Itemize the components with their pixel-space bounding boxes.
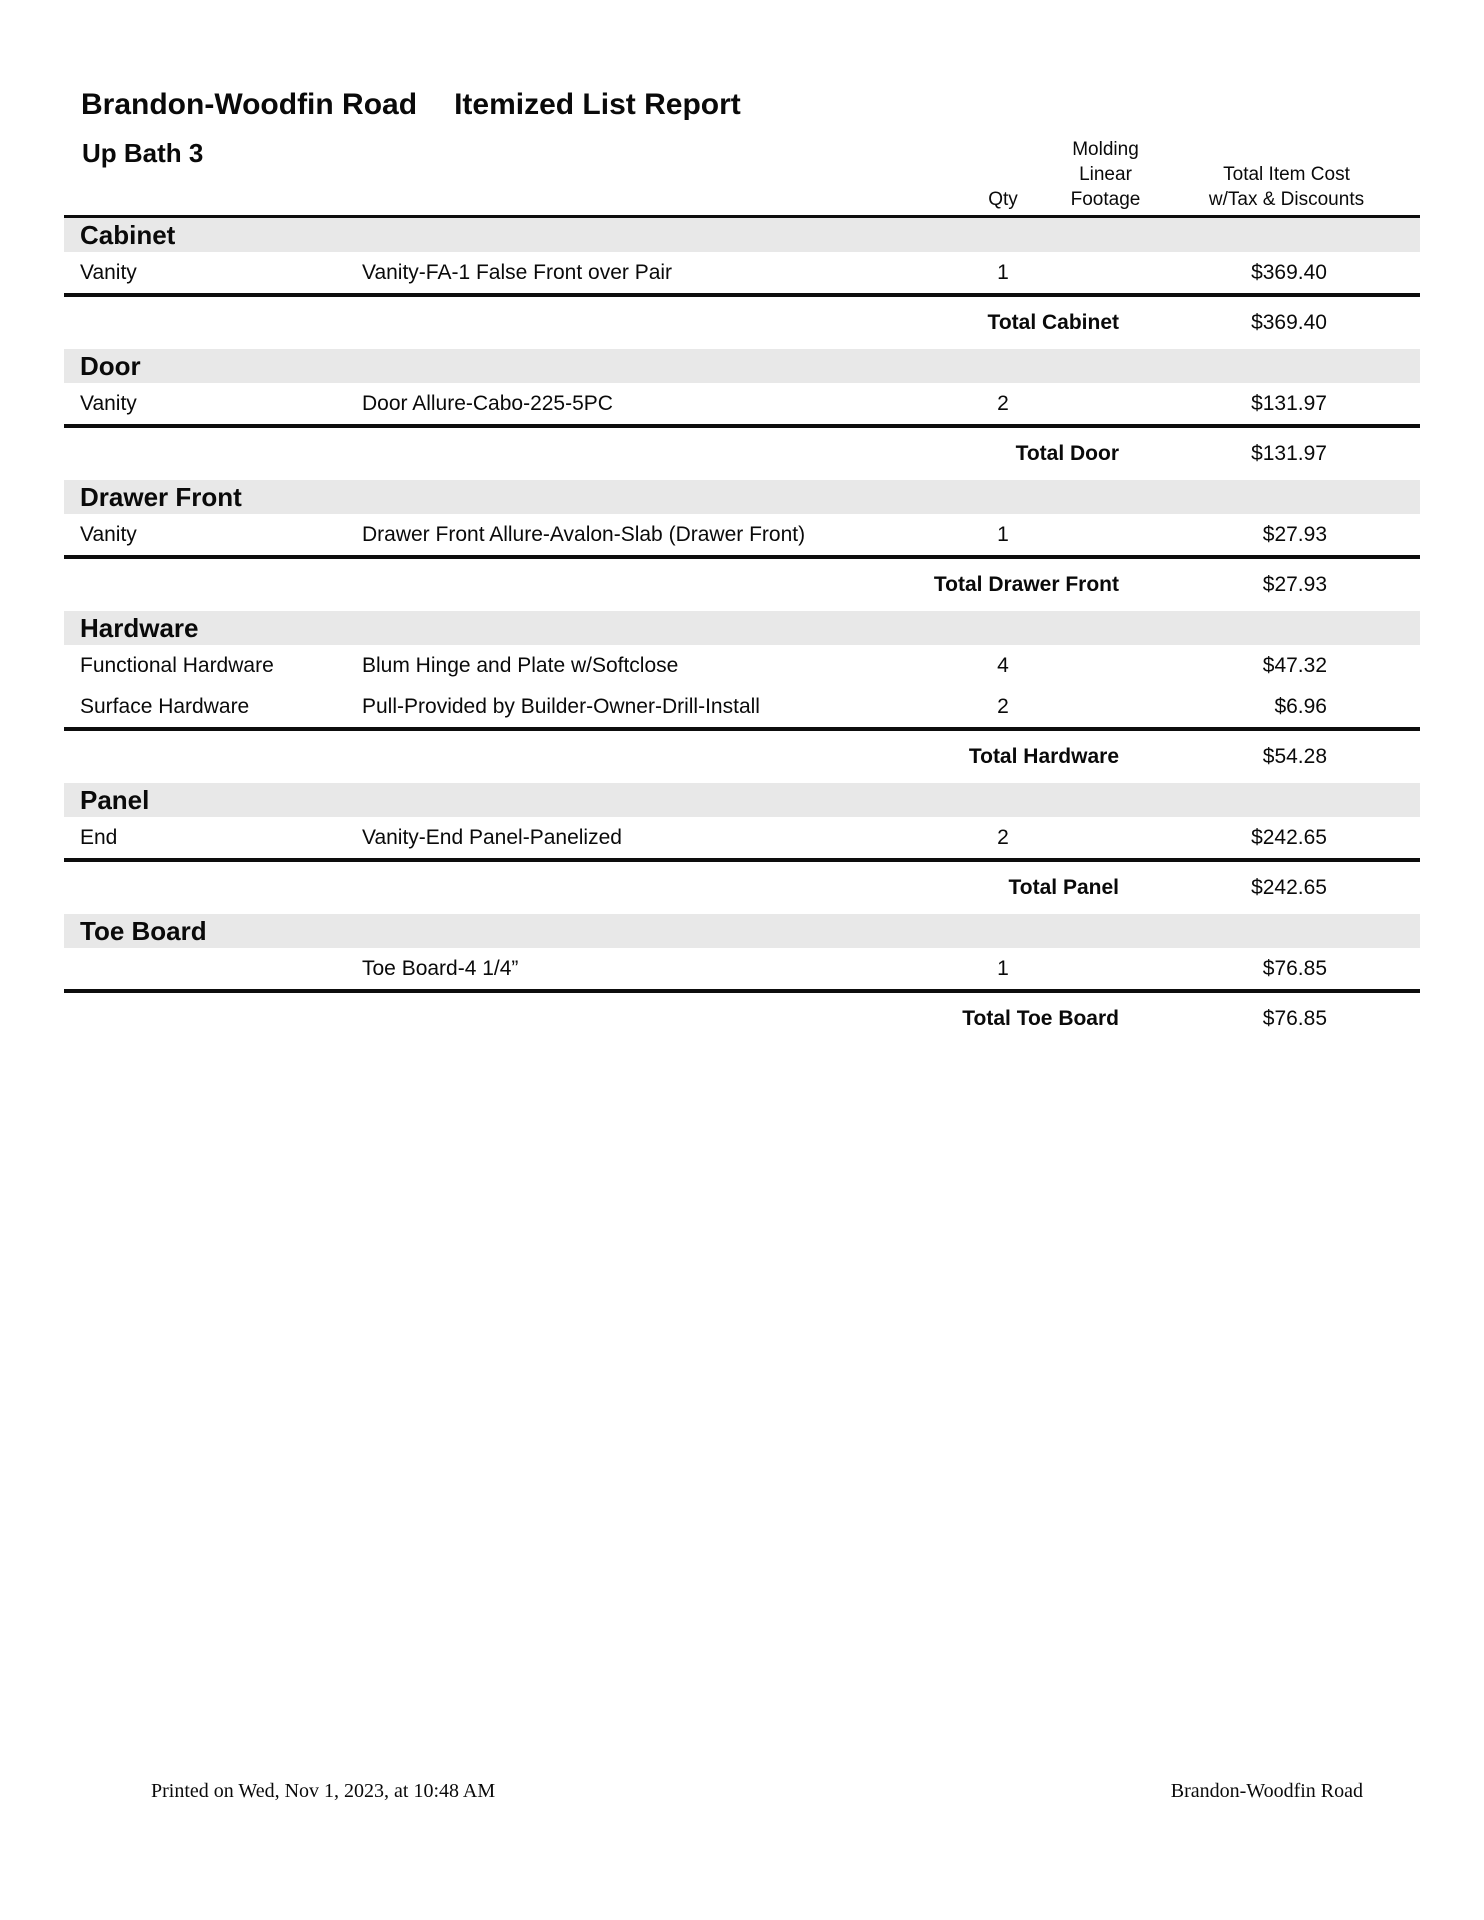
section-rows [64, 514, 1420, 555]
cell-item: Vanity-End Panel-Panelized [362, 825, 622, 849]
cell-item: Drawer Front Allure-Avalon-Slab (Drawer Front) [362, 522, 806, 546]
item-row [64, 645, 1420, 686]
cell-qty: 1 [997, 956, 1009, 980]
cell-cost: $76.85 [1262, 956, 1327, 980]
item-row [64, 817, 1420, 858]
cell-item: Toe Board-4 1/4” [362, 956, 519, 980]
section [64, 783, 1420, 914]
section-name: Hardware [80, 612, 199, 643]
molding-header-line-3: Footage [1070, 189, 1141, 210]
cell-cost: $131.97 [1251, 391, 1327, 415]
cell-category: Vanity [80, 260, 137, 284]
molding-header-line-2: Linear [1079, 164, 1132, 185]
section-name: Toe Board [80, 915, 207, 946]
section-name: Panel [80, 784, 150, 815]
cost-header-line-1: Total Item Cost [1223, 164, 1350, 185]
total-value: $27.93 [1262, 573, 1327, 596]
cell-qty: 2 [997, 391, 1009, 415]
cost-column-header [1153, 162, 1420, 216]
section-rows [64, 252, 1420, 293]
total-label: Total Toe Board [962, 1007, 1119, 1030]
section-header-band [64, 349, 1420, 383]
cell-cost: $47.32 [1262, 653, 1327, 677]
item-row [64, 948, 1420, 989]
section-header-band [64, 611, 1420, 645]
qty-column-header: Qty [988, 189, 1018, 210]
section-name: Cabinet [80, 219, 176, 250]
room-column-header [64, 212, 348, 216]
total-value: $54.28 [1262, 745, 1327, 768]
total-label: Total Door [1015, 442, 1119, 465]
cell-cost: $27.93 [1262, 522, 1327, 546]
cell-item: Blum Hinge and Plate w/Softclose [362, 653, 679, 677]
itemized-table [64, 137, 1420, 1045]
total-row [64, 993, 1420, 1045]
item-row [64, 252, 1420, 293]
section-header-band [64, 480, 1420, 514]
section-rows [64, 817, 1420, 858]
report-header [81, 88, 741, 122]
total-value: $131.97 [1251, 442, 1327, 465]
total-row [64, 731, 1420, 783]
total-row [64, 862, 1420, 914]
item-row [64, 514, 1420, 555]
cell-item: Vanity-FA-1 False Front over Pair [362, 260, 673, 284]
section-name: Door [80, 350, 141, 381]
total-value: $76.85 [1262, 1007, 1327, 1030]
cell-cost: $6.96 [1274, 694, 1327, 718]
section [64, 349, 1420, 480]
cell-cost: $242.65 [1251, 825, 1327, 849]
section-rows [64, 948, 1420, 989]
total-label: Total Cabinet [987, 311, 1119, 334]
sections [64, 218, 1420, 1045]
report-title: Itemized List Report [454, 88, 741, 121]
cell-category: Functional Hardware [80, 653, 274, 677]
total-row [64, 297, 1420, 349]
item-row [64, 383, 1420, 424]
cell-qty: 2 [997, 825, 1009, 849]
total-label: Total Drawer Front [933, 573, 1119, 596]
cell-category: Vanity [80, 522, 137, 546]
cell-category: Vanity [80, 391, 137, 415]
total-label: Total Hardware [968, 745, 1119, 768]
project-title: Brandon-Woodfin Road [81, 88, 418, 121]
molding-header-line-1: Molding [1072, 139, 1139, 160]
section-name: Drawer Front [80, 481, 242, 512]
section [64, 218, 1420, 349]
total-row [64, 428, 1420, 480]
room-title: Up Bath 3 [82, 138, 204, 168]
footer-project-name: Brandon-Woodfin Road [1170, 1780, 1363, 1802]
section-rows [64, 645, 1420, 727]
molding-column-header [1058, 137, 1153, 216]
total-value: $242.65 [1251, 876, 1327, 899]
section-header-band [64, 783, 1420, 817]
cell-item: Door Allure-Cabo-225-5PC [362, 391, 613, 415]
cell-qty: 1 [997, 260, 1009, 284]
cell-category: Surface Hardware [80, 694, 250, 718]
cell-item: Pull-Provided by Builder-Owner-Drill-Install [362, 694, 760, 718]
section [64, 480, 1420, 611]
total-value: $369.40 [1251, 311, 1327, 334]
cost-header-line-2: w/Tax & Discounts [1208, 189, 1365, 210]
cell-category: End [80, 825, 118, 849]
item-column-header [348, 212, 948, 216]
footer-printed-timestamp: Printed on Wed, Nov 1, 2023, at 10:48 AM [151, 1780, 496, 1802]
section-rows [64, 383, 1420, 424]
column-headers [64, 137, 1420, 218]
section-header-band [64, 914, 1420, 948]
cell-qty: 1 [997, 522, 1009, 546]
cell-cost: $369.40 [1251, 260, 1327, 284]
item-row [64, 686, 1420, 727]
section [64, 914, 1420, 1045]
section-header-band [64, 218, 1420, 252]
total-row [64, 559, 1420, 611]
cell-qty: 4 [997, 653, 1009, 677]
cell-qty: 2 [997, 694, 1009, 718]
total-label: Total Panel [1008, 876, 1119, 899]
section [64, 611, 1420, 783]
